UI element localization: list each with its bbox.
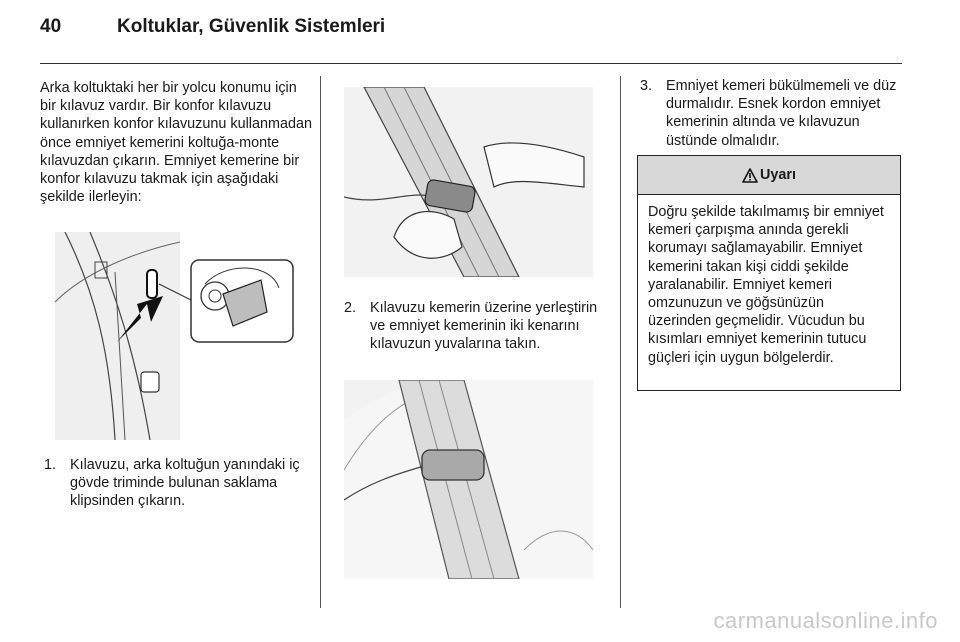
page-number: 40 bbox=[40, 16, 62, 37]
step-text: Kılavuzu, arka koltuğun yanındaki iç gövde triminde bulunan saklama klipsinden çıkarın. bbox=[70, 457, 300, 510]
watermark: carmanualsonline.info bbox=[713, 608, 938, 633]
step-number: 3. bbox=[640, 78, 653, 94]
figure-guide-on-belt bbox=[344, 87, 593, 277]
header-rule bbox=[40, 63, 902, 64]
chapter-title: Koltuklar, Güvenlik Sistemleri bbox=[117, 16, 386, 37]
warning-header bbox=[638, 156, 900, 195]
column-divider bbox=[620, 76, 621, 608]
step-text: Kılavuzu kemerin üzerine yerleştirin ve emniyet kemerinin iki kenarını kılavuzun yuvalarına takın. bbox=[370, 300, 598, 353]
step-text: Emniyet kemeri bükülmemeli ve düz durmalıdır. Esnek kordon emniyet kemerinin altında ve kılavuzun üstünde olmalıdır. bbox=[666, 78, 897, 149]
step-number: 1. bbox=[44, 457, 57, 473]
warning-triangle-icon bbox=[742, 168, 758, 183]
warning-title: Uyarı bbox=[760, 167, 796, 183]
warning-text: Doğru şekilde takılmamış bir emniyet kemeri çarpışma anında gerekli korumayı sağlamayabilir. Emniyet kemerini takan kişi ciddi şekilde yaralanabilir. Emniyet kemeri omzunuzun ve göğsünüzün üzerinden geçmelidir. Vücudun bu kısımları emniyet kemerinin tutucu güçleri için uygun bölgelerdir. bbox=[648, 204, 884, 366]
figure-storage-clip bbox=[55, 232, 300, 440]
column-divider bbox=[320, 76, 321, 608]
warning-box bbox=[637, 155, 901, 391]
step-2 bbox=[344, 299, 600, 354]
figure-guide-installed bbox=[344, 380, 593, 579]
intro-paragraph: Arka koltuktaki her bir yolcu konumu için bir kılavuz vardır. Bir konfor kılavuzu kullanırken konfor kılavuzunu kullanmadan önce emniyet kemerini koltuğa-monte kılavuzdan çıkarın. Emniyet kemerine bir konfor kılavuzu takmak için aşağıdaki şekilde ilerleyin: bbox=[40, 80, 312, 206]
step-3 bbox=[640, 77, 898, 150]
step-1 bbox=[44, 456, 310, 511]
step-number: 2. bbox=[344, 300, 357, 316]
